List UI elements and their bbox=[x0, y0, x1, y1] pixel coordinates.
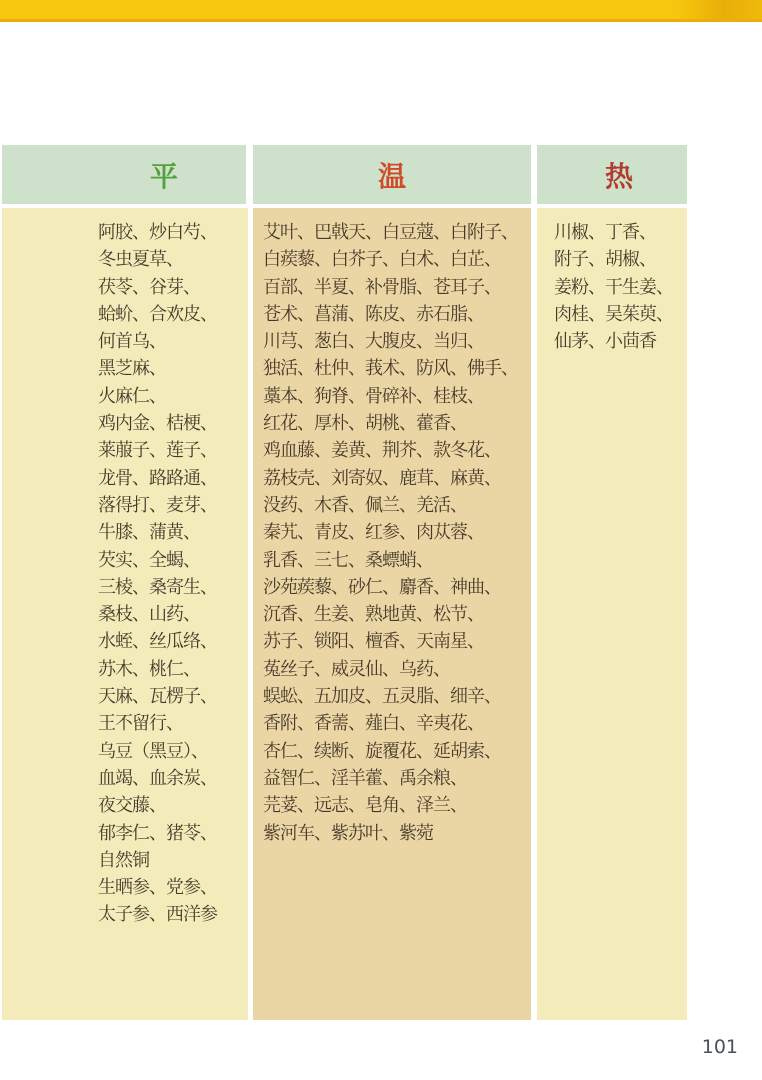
herb-line: 艾叶、巴戟天、白豆蔻、白附子、 bbox=[263, 222, 518, 243]
herb-line: 没药、木香、佩兰、羌活、 bbox=[263, 494, 467, 516]
herb-line: 香附、香薷、薤白、辛夷花、 bbox=[263, 713, 484, 735]
header-cell-wen bbox=[253, 145, 531, 204]
herb-line: 茯苓、谷芽、 bbox=[98, 276, 200, 298]
herb-line: 肉桂、吴茱萸、 bbox=[554, 303, 673, 325]
herb-line: 龙骨、路路通、 bbox=[98, 467, 217, 489]
herb-line: 乳香、三七、桑螵蛸、 bbox=[263, 549, 433, 571]
header-cell-ping bbox=[2, 145, 246, 204]
body-cell-wen bbox=[253, 208, 531, 1020]
herb-line: 血竭、血余炭、 bbox=[98, 767, 217, 789]
herb-line: 夜交藤、 bbox=[98, 795, 166, 817]
herb-line: 附子、胡椒、 bbox=[554, 249, 656, 271]
herb-line: 鸡内金、桔梗、 bbox=[98, 413, 217, 435]
herb-line: 藁本、狗脊、骨碎补、桂枝、 bbox=[263, 385, 484, 407]
herb-line: 三棱、桑寄生、 bbox=[98, 576, 217, 598]
herb-line: 自然铜 bbox=[98, 849, 149, 871]
herb-line: 蛤蚧、合欢皮、 bbox=[98, 303, 217, 325]
herb-line: 天麻、瓦楞子、 bbox=[98, 686, 217, 708]
herb-line: 王不留行、 bbox=[98, 713, 183, 735]
herb-line: 桑枝、山药、 bbox=[98, 604, 200, 626]
herb-line: 仙茅、小茴香 bbox=[554, 331, 656, 353]
herb-line: 荔枝壳、刘寄奴、鹿茸、麻黄、 bbox=[263, 467, 501, 489]
body-cell-re bbox=[537, 208, 687, 1020]
herb-line: 沙苑蒺藜、砂仁、麝香、神曲、 bbox=[263, 576, 501, 598]
herb-line: 红花、厚朴、胡桃、藿香、 bbox=[263, 413, 467, 435]
herb-line: 芡实、全蝎、 bbox=[98, 549, 200, 571]
herb-line: 杏仁、续断、旋覆花、延胡索、 bbox=[263, 740, 501, 762]
herb-line: 太子参、西洋参 bbox=[98, 904, 217, 926]
herb-line: 乌豆（黑豆）、 bbox=[98, 740, 208, 762]
herb-line: 川椒、丁香、 bbox=[554, 222, 656, 243]
herb-line: 蜈蚣、五加皮、五灵脂、细辛、 bbox=[263, 686, 501, 708]
herb-line: 火麻仁、 bbox=[98, 385, 166, 407]
herb-line: 紫河车、紫苏叶、紫菀 bbox=[263, 822, 433, 844]
header-cell-re bbox=[537, 145, 687, 204]
herb-line: 菟丝子、威灵仙、乌药、 bbox=[263, 658, 450, 680]
herb-line: 芫荽、远志、皂角、泽兰、 bbox=[263, 795, 467, 817]
herb-line: 沉香、生姜、熟地黄、松节、 bbox=[263, 604, 484, 626]
header-label-ping: 平 bbox=[149, 159, 178, 193]
herb-line: 牛膝、蒲黄、 bbox=[98, 522, 200, 544]
body-cell-ping bbox=[2, 208, 248, 1020]
herb-line: 白蒺藜、白芥子、白术、白芷、 bbox=[263, 249, 501, 271]
header-label-wen: 温 bbox=[377, 159, 406, 193]
header-label-re: 热 bbox=[604, 159, 633, 193]
herb-line: 冬虫夏草、 bbox=[98, 249, 183, 271]
herb-line: 落得打、麦芽、 bbox=[98, 494, 217, 516]
top-yellow-bar bbox=[0, 0, 762, 22]
herb-line: 苏木、桃仁、 bbox=[98, 658, 200, 680]
herb-line: 鸡血藤、姜黄、荆芥、款冬花、 bbox=[263, 440, 501, 462]
herb-line: 姜粉、干生姜、 bbox=[554, 276, 673, 298]
herb-line: 苍术、菖蒲、陈皮、赤石脂、 bbox=[263, 303, 484, 325]
herb-line: 苏子、锁阳、檀香、天南星、 bbox=[263, 631, 484, 653]
page-number: 101 bbox=[701, 1036, 738, 1058]
herb-line: 益智仁、淫羊藿、禹余粮、 bbox=[263, 767, 467, 789]
herb-line: 独活、杜仲、莪术、防风、佛手、 bbox=[263, 358, 518, 380]
herb-line: 百部、半夏、补骨脂、苍耳子、 bbox=[263, 276, 501, 298]
herb-line: 黑芝麻、 bbox=[98, 358, 166, 380]
herb-line: 秦艽、青皮、红参、肉苁蓉、 bbox=[263, 522, 484, 544]
herb-line: 阿胶、炒白芍、 bbox=[98, 222, 217, 243]
herb-line: 生晒参、党参、 bbox=[98, 877, 217, 899]
herb-line: 何首乌、 bbox=[98, 331, 166, 353]
herb-line: 郁李仁、猪苓、 bbox=[98, 822, 217, 844]
herb-line: 水蛭、丝瓜络、 bbox=[98, 631, 217, 653]
herb-line: 川芎、葱白、大腹皮、当归、 bbox=[263, 331, 484, 353]
herb-line: 莱菔子、莲子、 bbox=[98, 440, 217, 462]
